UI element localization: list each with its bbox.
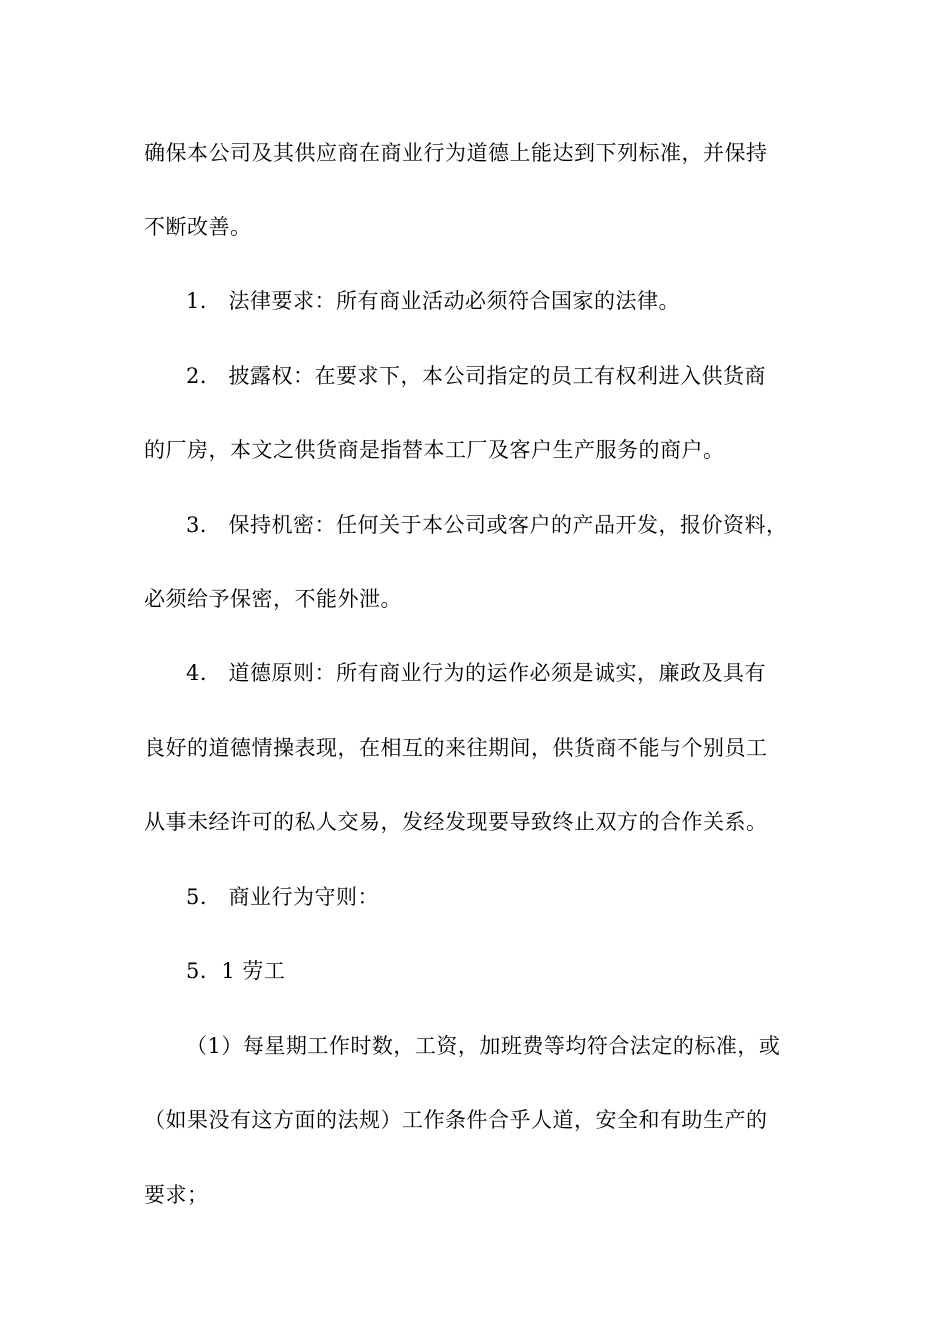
- paragraph-line: 良好的道德情操表现，在相互的来往期间，供货商不能与个别员工: [144, 736, 768, 760]
- paragraph-line: 确保本公司及其供应商在商业行为道德上能达到下列标准，并保持: [144, 141, 768, 165]
- sub-item-working-hours: （1）每星期工作时数，工资，加班费等均符合法定的标准，或: [186, 1034, 781, 1058]
- list-item-legal-requirements: 1． 法律要求：所有商业活动必须符合国家的法律。: [186, 289, 681, 313]
- paragraph-line: 的厂房，本文之供货商是指替本工厂及客户生产服务的商户。: [144, 438, 725, 462]
- section-heading-labor: 5．1 劳工: [186, 959, 286, 983]
- list-item-confidentiality: 3． 保持机密：任何关于本公司或客户的产品开发，报价资料，: [186, 513, 788, 537]
- paragraph-line: 从事未经许可的私人交易，发经发现要导致终止双方的合作关系。: [144, 810, 768, 834]
- paragraph-line: （如果没有这方面的法规）工作条件合乎人道，安全和有助生产的: [144, 1108, 768, 1132]
- list-item-code-of-conduct: 5． 商业行为守则：: [186, 885, 380, 909]
- list-item-ethics-principle: 4． 道德原则：所有商业行为的运作必须是诚实，廉政及具有: [186, 661, 767, 685]
- paragraph-line: 不断改善。: [144, 215, 252, 239]
- paragraph-line: 必须给予保密，不能外泄。: [144, 587, 402, 611]
- paragraph-line: 要求；: [144, 1183, 209, 1207]
- list-item-disclosure-right: 2． 披露权：在要求下，本公司指定的员工有权利进入供货商: [186, 364, 767, 388]
